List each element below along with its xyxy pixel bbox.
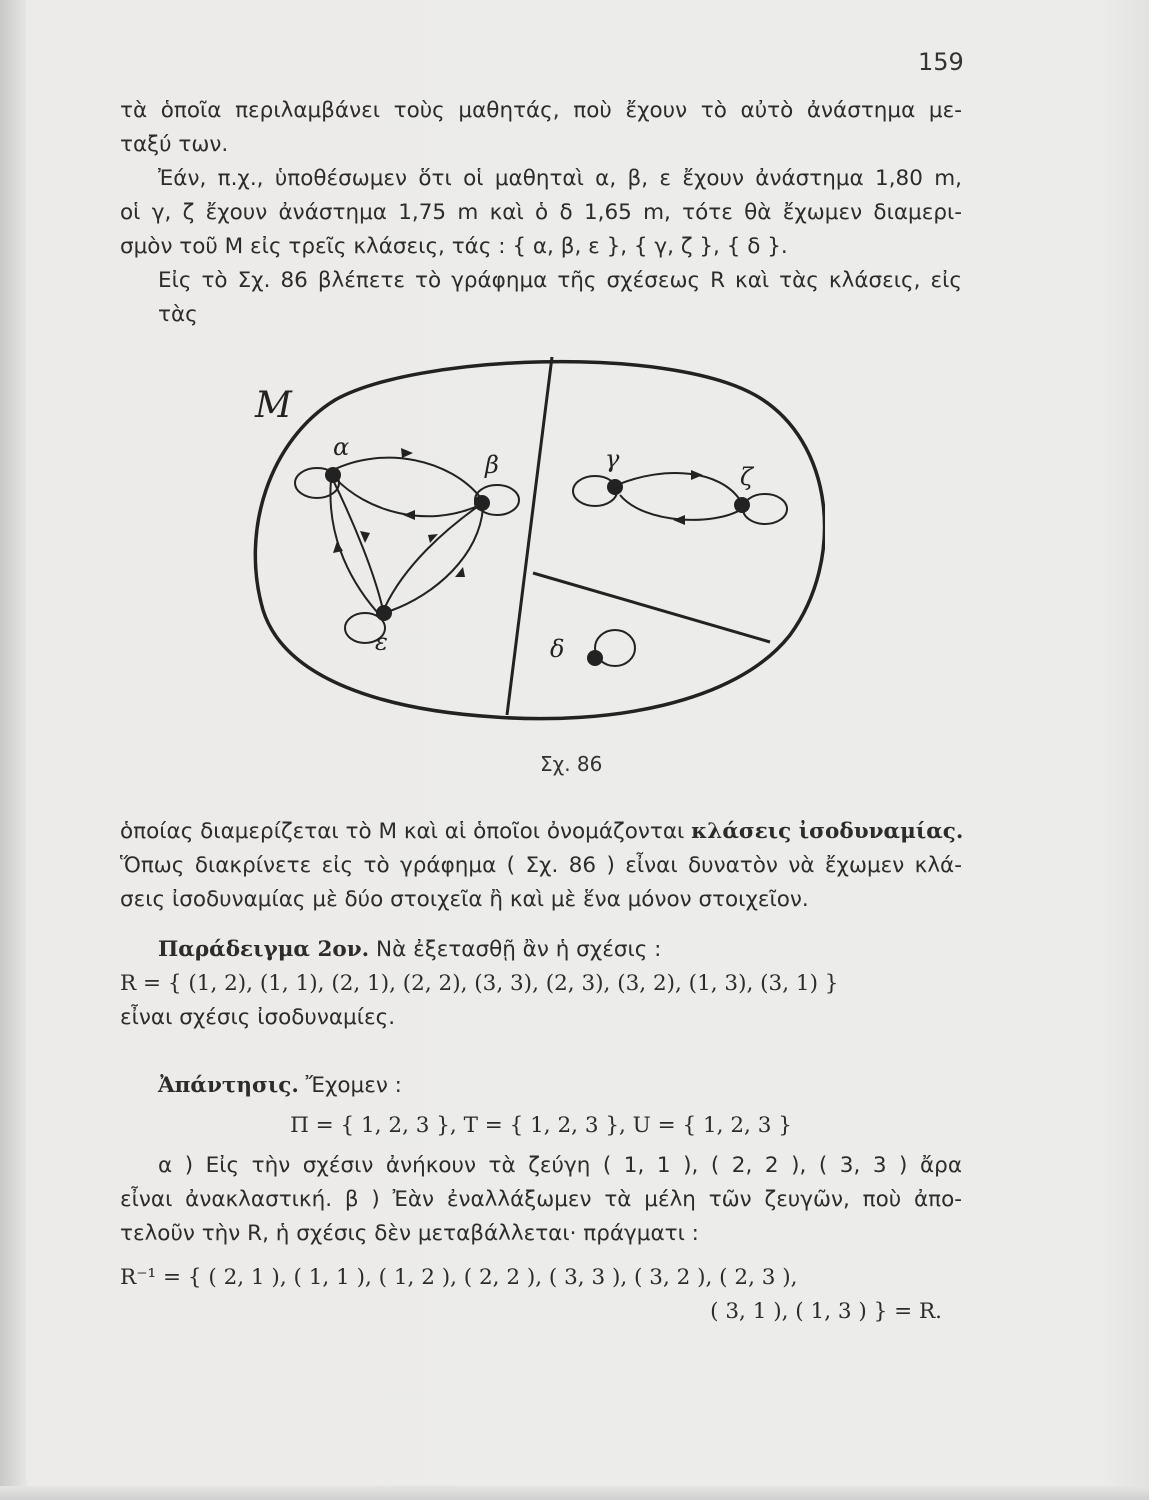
- node-alpha: [325, 467, 341, 483]
- paragraph-4-line-1: [120, 815, 962, 849]
- answer-a-line-3: τελοῦν τὴν R, ἡ σχέσις δὲν μεταβάλλεται· πράγματι :: [120, 1221, 699, 1246]
- example-line-3: εἶναι σχέσις ἰσοδυναμίες.: [120, 1005, 396, 1030]
- paragraph-4-line-2: Ὅπως διακρίνετε εἰς τὸ γράφημα ( Σχ. 86 ) εἶναι δυνατὸν νὰ ἔχωμεν κλά-: [120, 853, 962, 878]
- node-delta: [587, 650, 603, 666]
- example-line-1: [120, 933, 962, 967]
- example-question: Νὰ ἐξετασθῇ ἂν ἡ σχέσις :: [369, 937, 662, 962]
- class-gamma-zeta: [573, 445, 787, 525]
- arc-alpha-to-theta: [333, 458, 480, 497]
- arrowhead-7: [691, 470, 703, 480]
- set-label: M: [255, 385, 292, 426]
- top-text-block: [120, 94, 962, 332]
- partition-line-diagonal: [533, 573, 770, 642]
- paragraph-2-line-3: σμὸν τοῦ Μ εἰς τρεῖς κλάσεις, τάς : { α, β, ε }, { γ, ζ }, { δ }.: [120, 234, 788, 259]
- arrowhead-8: [673, 515, 685, 525]
- arc-gamma-to-zeta: [617, 473, 740, 500]
- node-gamma: [607, 479, 623, 495]
- answer-title: Ἀπάντησις.: [158, 1073, 299, 1098]
- label-epsilon: ε: [375, 628, 388, 656]
- loop-zeta: [743, 494, 787, 524]
- answer-line-1: [120, 1069, 962, 1103]
- answer-intro: Ἔχομεν :: [298, 1073, 402, 1098]
- answer-sets: Π = { 1, 2, 3 }, T = { 1, 2, 3 }, U = { 1, 2, 3 }: [290, 1113, 792, 1138]
- arc-theta-to-alpha: [335, 478, 480, 516]
- page-number: 159: [918, 48, 964, 76]
- answer-a-line-1: α ) Εἰς τὴν σχέσιν ἀνήκουν τὰ ζεύγη ( 1, 1 ), ( 2, 2 ), ( 3, 3 ) ἄρα: [158, 1153, 962, 1178]
- label-alpha: α: [333, 433, 350, 461]
- class-delta: [550, 630, 635, 666]
- node-epsilon: [376, 605, 392, 621]
- paragraph-4-line-1-text: ὁποίας διαμερίζεται τὸ Μ καὶ αἱ ὁποῖοι ὀνομάζονται: [120, 819, 692, 844]
- label-zeta: ζ: [740, 463, 754, 491]
- arrowhead-2: [403, 510, 415, 520]
- arc-zeta-to-gamma: [620, 495, 740, 520]
- paragraph-1-line-2: ταξύ των.: [120, 132, 229, 157]
- paragraph-2-line-2: οἱ γ, ζ ἔχουν ἀνάστημα 1,75 m καὶ ὁ δ 1,65 m, τότε θὰ ἔχωμεν διαμερι-: [120, 200, 962, 225]
- paragraph-2-line-1: Ἐάν, π.χ., ὑποθέσωμεν ὅτι οἱ μαθηταὶ α, β, ε ἔχουν ἀνάστημα 1,80 m,: [158, 166, 962, 191]
- example-title: Παράδειγμα 2ον.: [158, 937, 370, 962]
- paragraph-1-line-1: τὰ ὁποῖα περιλαμβάνει τοὺς μαθητάς, ποὺ ἔχουν τὸ αὐτὸ ἀνάστημα με-: [120, 98, 962, 123]
- inverse-relation-line-1: R⁻¹ = { ( 2, 1 ), ( 1, 1 ), ( 1, 2 ), ( 2, 2 ), ( 3, 3 ), ( 3, 2 ), ( 2, 3 ),: [120, 1265, 798, 1290]
- term-equivalence-classes: κλάσεις ἰσοδυναμίας.: [691, 819, 964, 844]
- bottom-text-block: [120, 815, 962, 917]
- example-relation: R = { (1, 2), (1, 1), (2, 1), (2, 2), (3, 3), (2, 3), (3, 2), (1, 3), (3, 1) }: [120, 971, 839, 996]
- arrowhead-5: [455, 567, 465, 577]
- figure-caption: Σχ. 86: [540, 752, 603, 776]
- node-theta: [474, 495, 490, 511]
- binding-shadow: [0, 0, 26, 1500]
- paragraph-4-line-3: σεις ἰσοδυναμίας μὲ δύο στοιχεῖα ἢ καὶ μὲ ἕνα μόνον στοιχεῖον.: [120, 887, 809, 912]
- inverse-relation-line-2: ( 3, 1 ), ( 1, 3 ) } = R.: [710, 1299, 942, 1324]
- arc-theta-to-epsilon: [390, 507, 483, 611]
- paragraph-3-line-1: Εἰς τὸ Σχ. 86 βλέπετε τὸ γράφημα τῆς σχέσεως R καὶ τὰς κλάσεις, εἰς τὰς: [158, 268, 962, 327]
- answer-block: [120, 1069, 962, 1329]
- equivalence-classes-diagram: [245, 345, 825, 725]
- arrowhead-4: [333, 541, 343, 553]
- partition-line-vertical: [507, 357, 552, 715]
- label-delta: δ: [550, 635, 565, 663]
- class-alpha-beta-epsilon: [295, 433, 519, 656]
- answer-a-line-2: εἶναι ἀνακλαστική. β ) Ἐὰν ἐναλλάξωμεν τὰ μέλη τῶν ζευγῶν, ποὺ ἀπο-: [120, 1187, 962, 1212]
- arc-alpha-to-epsilon: [333, 480, 383, 610]
- example-block: [120, 933, 962, 1035]
- arrowhead-6: [428, 534, 438, 543]
- page-bottom-edge: [0, 1486, 1149, 1500]
- label-gamma: γ: [605, 445, 620, 473]
- set-boundary: [255, 362, 824, 719]
- arrowhead-1: [401, 448, 413, 458]
- node-zeta: [734, 497, 750, 513]
- label-theta: β: [485, 451, 499, 479]
